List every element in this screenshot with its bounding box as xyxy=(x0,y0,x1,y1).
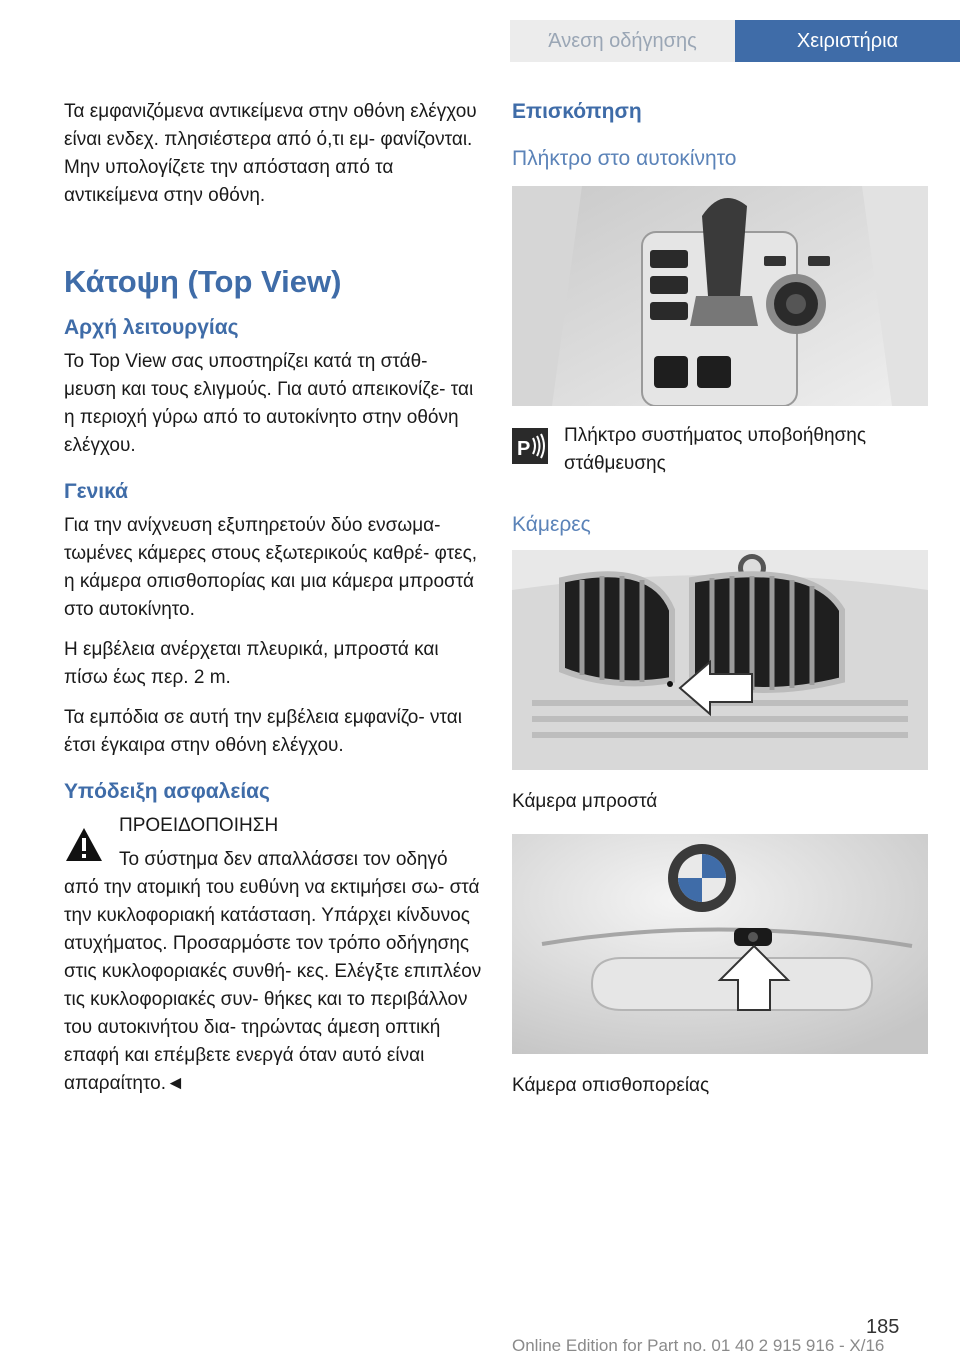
page-header xyxy=(0,0,960,62)
general-paragraph-2: Η εμβέλεια ανέρχεται πλευρικά, μπροστά και πίσω έως περ. 2 m. xyxy=(64,639,439,688)
pdc-row xyxy=(512,422,930,478)
general-paragraph-1: Για την ανίχνευση εξυπηρετούν δύο ενσωμα- τωμένες κάμερες στους εξωτερικούς καθρέ- φτες, η κάμερα οπισθοπορίας και μια κάμερα μπροστά στο αυτοκίνητο. xyxy=(64,515,478,620)
section-title: Κάτοψη (Top View) xyxy=(64,264,342,299)
general-heading: Γενικά xyxy=(64,480,129,503)
cameras-heading: Κάμερες xyxy=(512,513,591,536)
park-distance-control-icon xyxy=(512,428,548,464)
principle-paragraph: Το Top View σας υποστηρίζει κατά τη στάθ- μευση και τους ελιγμούς. Για αυτό απεικονίζε- ται η περιοχή γύρω από το αυτοκίνητο στην οθόνη ελέγχου. xyxy=(64,351,474,456)
warning-block xyxy=(64,812,482,874)
principle-heading: Αρχή λειτουργίας xyxy=(64,316,239,339)
header-chapter-title: Χειριστήρια xyxy=(735,20,960,62)
pdc-caption: Πλήκτρο συστήματος υποβοήθησης στάθμευσης xyxy=(564,425,866,474)
warning-first-line: Το σύστημα δεν απαλλάσσει τον οδηγό xyxy=(119,849,448,870)
warning-text: από την ατομική του ευθύνη να εκτιμήσει σω- στά την κυκλοφοριακή κατάσταση. Υπάρχει κίνδυνος ατυχήματος. Προσαρμόστε τον τρόπο οδήγησης στις κυκλοφοριακές συνθή- κες. Ελέγξτε επιπλέον τις κυκλοφοριακές συν- θήκες και το περιβάλλον του αυτοκινήτου δια- τηρώντας άμεση οπτική επαφή και επέμβετε ενεργά όταν αυτό είναι απαραίτητο.◄ xyxy=(64,877,482,1094)
safety-heading: Υπόδειξη ασφαλείας xyxy=(64,780,270,803)
edition-footer: Online Edition for Part no. 01 40 2 915 916 - X/16 xyxy=(512,1336,885,1355)
left-column xyxy=(64,98,482,1098)
rear-camera-photo xyxy=(512,834,928,1054)
front-camera-caption: Κάμερα μπροστά xyxy=(512,791,658,812)
intro-paragraph: Τα εμφανιζόμενα αντικείμενα στην οθόνη ελέγχου είναι ενδεχ. πλησιέστερα από ό,τι εμ- φανίζονται. Μην υπολογίζετε την απόσταση από τα αντικείμενα στην οθόνη. xyxy=(64,101,477,206)
rear-camera-caption: Κάμερα οπισθοπορείας xyxy=(512,1075,710,1096)
header-section-title: Άνεση οδήγησης xyxy=(510,20,735,62)
page-number: 185 xyxy=(866,1316,900,1338)
button-heading: Πλήκτρο στο αυτοκίνητο xyxy=(512,147,737,170)
general-paragraph-3: Τα εμπόδια σε αυτή την εμβέλεια εμφανίζο- νται έτσι έγκαιρα στην οθόνη ελέγχου. xyxy=(64,707,462,756)
warning-triangle-icon xyxy=(64,826,104,864)
front-camera-photo xyxy=(512,550,928,770)
center-console-photo xyxy=(512,186,928,406)
warning-label: ΠΡΟΕΙΔΟΠΟΙΗΣΗ xyxy=(119,815,279,836)
right-column xyxy=(512,98,930,1100)
overview-heading: Επισκόπηση xyxy=(512,100,642,123)
svg-text:P: P xyxy=(517,438,531,460)
